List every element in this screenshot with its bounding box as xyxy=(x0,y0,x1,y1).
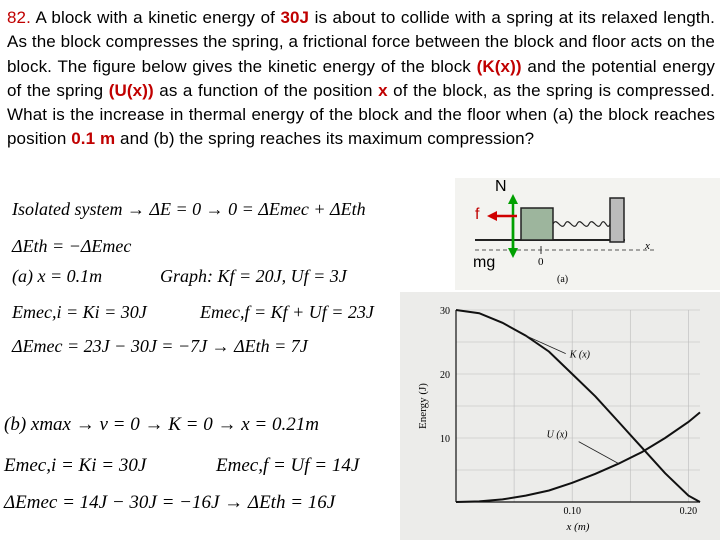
x-tick-label: 0.20 xyxy=(679,506,698,517)
block-spring-figure xyxy=(455,178,720,290)
x-tick-label: 0.10 xyxy=(563,506,581,517)
problem-text-6: and (b) the spring reaches its maximum compression? xyxy=(115,129,535,149)
kinetic-series-label: K (x) xyxy=(569,349,590,361)
equation-graph-reading: Graph: Kf = 20J, Uf = 3J xyxy=(160,266,347,286)
initial-kinetic-energy: 30J xyxy=(280,8,310,27)
weight-label: mg xyxy=(473,254,496,271)
y-tick-label: 10 xyxy=(440,434,450,445)
kinetic-energy-symbol: (K(x)) xyxy=(476,56,522,76)
origin-tick-label: 0 xyxy=(538,256,544,268)
equation-part-b: (b) xmax → v = 0 → K = 0 → x = 0.21m xyxy=(4,414,319,435)
energy-chart-svg xyxy=(400,292,720,540)
equation-part-a: (a) x = 0.1m xyxy=(12,266,103,286)
problem-text-5: of the block, as the spring is compressed. What is the increase in thermal energy of the block and the floor when (a) the block reaches position xyxy=(7,80,715,149)
series-line-potential xyxy=(456,412,700,502)
potential-energy-symbol: (U(x)) xyxy=(108,80,154,100)
figure-caption: (a) xyxy=(557,274,569,285)
problem-text-1: A block with a kinetic energy of xyxy=(30,8,281,27)
equation-delta-b: ΔEmec = 14J − 30J = −16J → ΔEth = 16J xyxy=(4,492,336,513)
equation-emec-initial-a: Emec,i = Ki = 30J xyxy=(12,302,147,322)
problem-text-2: is about to collide with a spring at its relaxed length. As the block compresses the spring, a frictional force between the block and floor acts on the block. The figure below gives the kinetic energy of the block xyxy=(7,8,715,76)
x-axis-label: x (m) xyxy=(566,521,590,533)
equation-energy-conservation: Isolated system → ΔE = 0 → 0 = ΔEmec + ΔEth xyxy=(12,199,366,219)
block-shape xyxy=(521,208,553,240)
spring-shape xyxy=(553,222,610,227)
target-position: 0.1 m xyxy=(71,129,116,149)
equation-emec-initial-b: Emec,i = Ki = 30J xyxy=(4,455,147,476)
problem-statement xyxy=(7,6,715,152)
kinetic-leader-line xyxy=(526,336,566,354)
friction-label: f xyxy=(475,206,480,223)
potential-leader-line xyxy=(579,442,619,464)
equation-emec-final-a: Emec,f = Kf + Uf = 23J xyxy=(200,302,374,322)
equation-thermal-mech: ΔEth = −ΔEmec xyxy=(12,236,132,256)
position-symbol: x xyxy=(378,80,388,100)
y-tick-label: 20 xyxy=(440,370,450,381)
y-axis-label: Energy (J) xyxy=(417,383,429,429)
energy-chart xyxy=(400,292,720,540)
problem-number: 82. xyxy=(7,8,31,27)
normal-force-label: N xyxy=(495,178,507,195)
y-tick-label: 30 xyxy=(440,306,450,317)
equation-delta-a: ΔEmec = 23J − 30J = −7J → ΔEth = 7J xyxy=(12,336,308,356)
problem-text-4: as a function of the position xyxy=(153,80,379,100)
problem-text-3: and the potential energy of the spring xyxy=(7,56,715,100)
wall-shape xyxy=(610,198,624,242)
axis-x-label: x xyxy=(645,240,650,252)
potential-series-label: U (x) xyxy=(546,429,568,441)
equation-emec-final-b: Emec,f = Uf = 14J xyxy=(216,455,360,476)
